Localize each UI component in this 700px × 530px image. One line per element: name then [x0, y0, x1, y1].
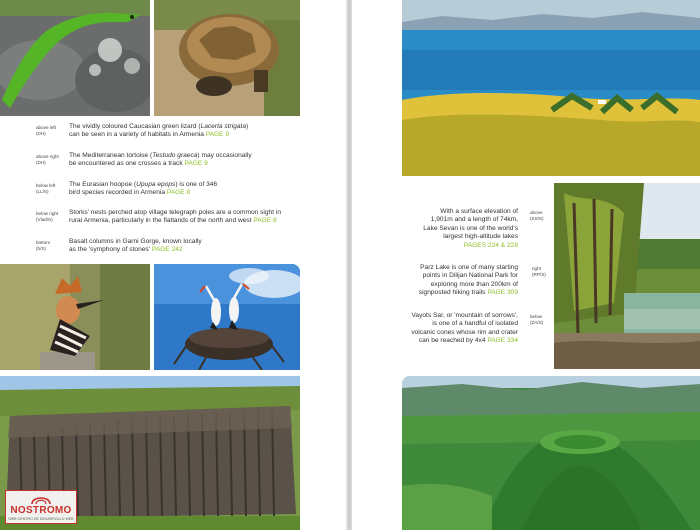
caption-tag-bottom: bottom (b/S) — [36, 240, 51, 251]
caption-right: Parz Lake is one of many starting points in Dilijan National Park for exploring more than 200km of signposted hiking trails PAGE 309 — [418, 264, 518, 297]
caption-tag-below: below (ZA/S) — [530, 314, 544, 325]
caption-tag-above: above (SS/S) — [530, 210, 544, 221]
photo-hoopoe — [0, 264, 150, 370]
caption-tag-above-left: above left (DH) — [36, 125, 56, 136]
photo-storks-nest — [154, 264, 300, 370]
photo-green-lizard — [0, 0, 150, 116]
photo-vayots-sar — [402, 376, 700, 530]
page-ref-link[interactable]: PAGE 8 — [166, 189, 191, 197]
caption-bottom: Basalt columns in Garni Gorge, known locally as the 'symphony of stones' PAGE 242 — [69, 238, 202, 254]
page-ref-link[interactable]: PAGE 242 — [151, 246, 183, 254]
caption-tag-right: right (RP/S) — [532, 266, 546, 277]
right-page — [352, 0, 700, 530]
page-ref-link[interactable]: PAGE 334 — [487, 337, 518, 345]
photo-lake-sevan — [402, 0, 700, 176]
caption-tag-above-right: above right (DH) — [36, 154, 59, 165]
caption-above-left: The vividly coloured Caucasian green lizard (Lacerta strigata) can be seen in a variety of habitats in Armenia PAGE 9 — [69, 123, 249, 139]
caption-above-right: The Mediterranean tortoise (Testudo graeca) may occasionally be encountered as one crosses a track PAGE 9 — [69, 152, 252, 168]
caption-tag-below-right: below right (Vlad/S) — [36, 211, 59, 222]
photo-parz-lake — [554, 183, 700, 369]
logo-arch-icon — [30, 493, 52, 505]
caption-below-right: Storks' nests perched atop village telegraph poles are a common sight in rural Armenia, particularly in the flatlands of the north and west PAGE 8 — [69, 209, 282, 225]
photo-tortoise — [154, 0, 300, 116]
caption-below: Vayots Sar, or 'mountain of sorrows', is one of a handful of isolated volcanic cones whose rim and crater can be reached by 4x4 PAGE 334 — [411, 312, 518, 345]
page-ref-link[interactable]: PAGE 9 — [205, 131, 230, 139]
page-ref-link[interactable]: PAGES 224 & 228 — [463, 241, 518, 249]
caption-below-left: The Eurasian hoopoe (Upupa epops) is one of 346 bird species recorded in Armenia PAGE 8 — [69, 181, 218, 197]
caption-above: With a surface elevation of 1,901m and a length of 74km, Lake Sevan is one of the world's largest high-altitude lakes PAGES 224 & 228 — [423, 208, 518, 249]
page-ref-link[interactable]: PAGE 309 — [487, 289, 518, 297]
page-ref-link[interactable]: PAGE 9 — [184, 160, 208, 168]
caption-tag-below-left: below left (LL/S) — [36, 183, 56, 194]
nostromo-logo: NOSTROMO WEB·CENTRO DE DESARROLLO WEB — [5, 490, 77, 524]
left-page — [0, 0, 348, 530]
page-ref-link[interactable]: PAGE 8 — [253, 217, 277, 225]
